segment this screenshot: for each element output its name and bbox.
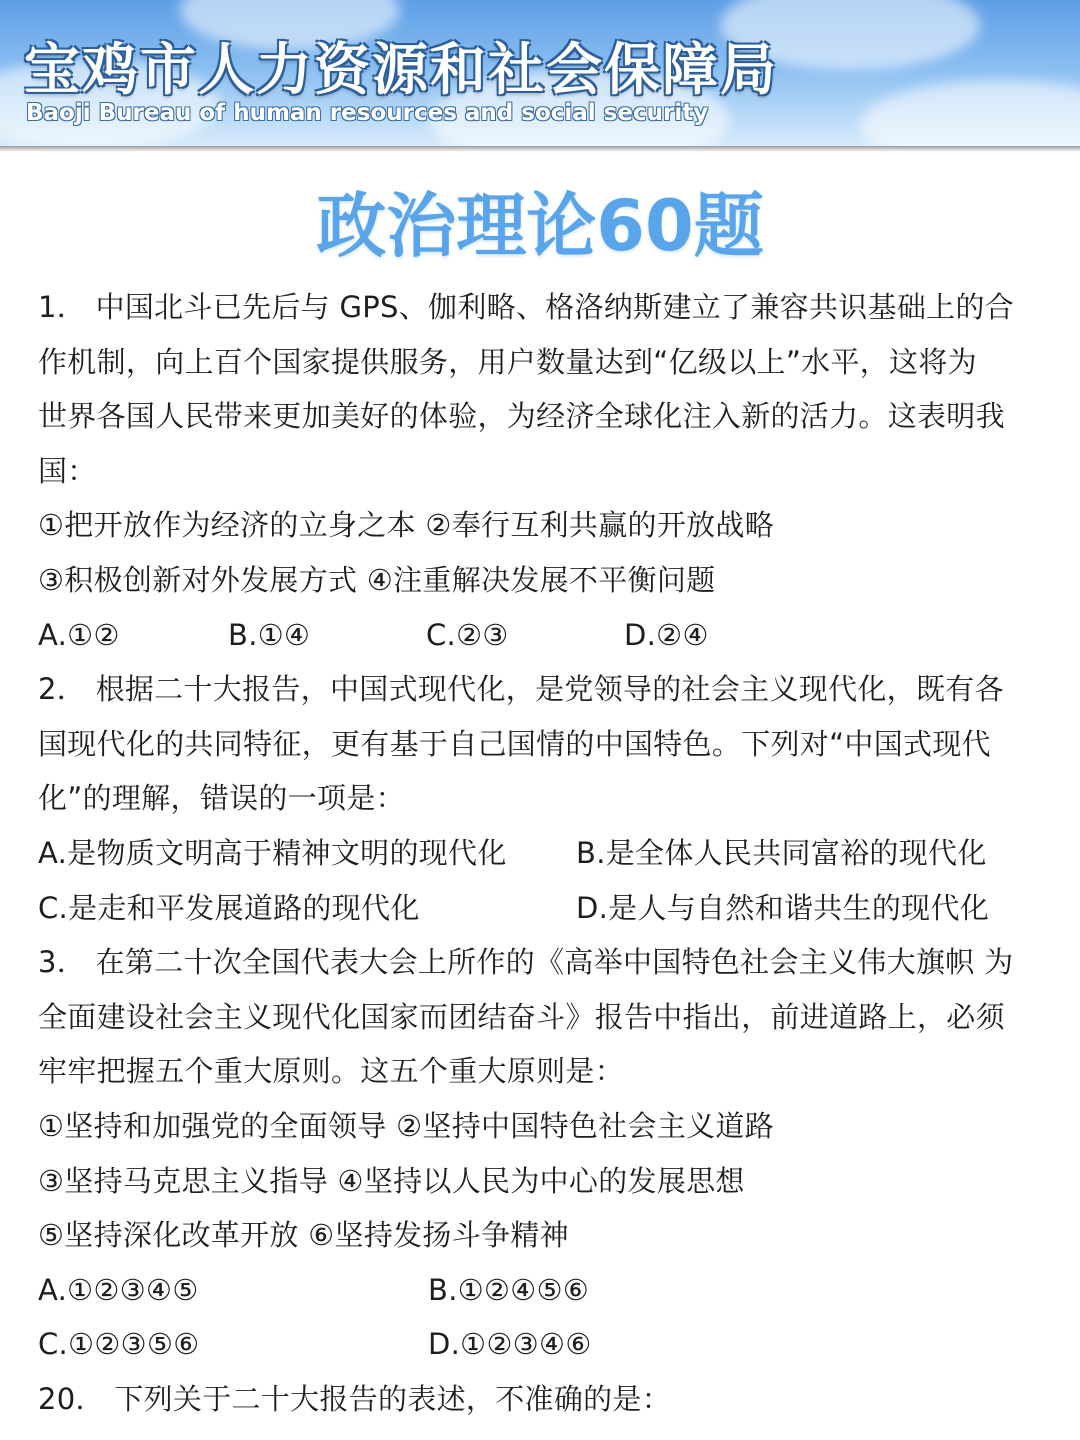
option-d: D.是人与自然和谐共生的现代化 xyxy=(576,890,990,925)
option-c: C.①②③⑤⑥ xyxy=(38,1327,200,1362)
option-b: B.是全体人民共同富裕的现代化 xyxy=(576,835,987,870)
option-a: A.①② xyxy=(38,617,120,652)
option-row xyxy=(38,608,1042,663)
question-20 xyxy=(38,1372,1042,1427)
statement-line: ③坚持马克思主义指导 ④坚持以人民为中心的发展思想 xyxy=(38,1163,745,1198)
question-stem-line: 1． 中国北斗已先后与 GPS、伽利略、格洛纳斯建立了兼容共识基础上的合 xyxy=(38,290,1015,324)
question-stem-line: 2． 根据二十大报告，中国式现代化，是党领导的社会主义现代化，既有各 xyxy=(38,672,1004,707)
option-a: A.①②③④⑤ xyxy=(38,1272,199,1307)
question-stem-line: 20． 下列关于二十大报告的表述，不准确的是： xyxy=(38,1381,672,1416)
question-stem-line: 国现代化的共同特征，更有基于自己国情的中国特色。下列对“中国式现代 xyxy=(38,726,991,761)
option-b: B.①②④⑤⑥ xyxy=(428,1272,590,1307)
header-banner xyxy=(0,0,1080,146)
org-name-cn: 宝鸡市人力资源和社会保障局 xyxy=(24,38,778,103)
option-c: C.是走和平发展道路的现代化 xyxy=(38,890,420,925)
question-2 xyxy=(38,662,1042,935)
option-row xyxy=(38,881,1042,936)
statement-line: ①把开放作为经济的立身之本 ②奉行互利共赢的开放战略 xyxy=(38,508,775,543)
question-1 xyxy=(38,280,1042,662)
option-row xyxy=(38,1317,1042,1372)
option-row xyxy=(38,1263,1042,1318)
question-stem-line: 牢牢把握五个重大原则。这五个重大原则是： xyxy=(38,1054,625,1089)
page-title: 政治理论60题 xyxy=(316,185,764,267)
org-name-en: Baoji Bureau of human resources and social security xyxy=(26,100,709,126)
statement-line: ③积极创新对外发展方式 ④注重解决发展不平衡问题 xyxy=(38,562,716,597)
option-c: C.②③ xyxy=(426,617,509,652)
question-list xyxy=(38,280,1042,1426)
question-stem-line: 全面建设社会主义现代化国家而团结奋斗》报告中指出，前进道路上，必须 xyxy=(38,999,1005,1034)
statement-line: ⑤坚持深化改革开放 ⑥坚持发扬斗争精神 xyxy=(38,1218,569,1253)
option-d: D.①②③④⑥ xyxy=(428,1327,592,1362)
header-divider xyxy=(0,146,1080,152)
question-stem-line: 世界各国人民带来更加美好的体验，为经济全球化注入新的活力。这表明我 xyxy=(38,399,1005,434)
question-stem-line: 化”的理解，错误的一项是： xyxy=(38,781,405,816)
question-stem-line: 国： xyxy=(38,453,97,488)
question-stem-line: 3． 在第二十次全国代表大会上所作的《高举中国特色社会主义伟大旗帜 为 xyxy=(38,945,1014,980)
question-3 xyxy=(38,935,1042,1372)
option-a: A.是物质文明高于精神文明的现代化 xyxy=(38,835,507,870)
question-stem-line: 作机制，向上百个国家提供服务，用户数量达到“亿级以上”水平，这将为 xyxy=(38,344,977,379)
option-b: B.①④ xyxy=(228,617,311,652)
option-row xyxy=(38,826,1042,881)
option-d: D.②④ xyxy=(624,617,709,652)
statement-line: ①坚持和加强党的全面领导 ②坚持中国特色社会主义道路 xyxy=(38,1108,775,1143)
